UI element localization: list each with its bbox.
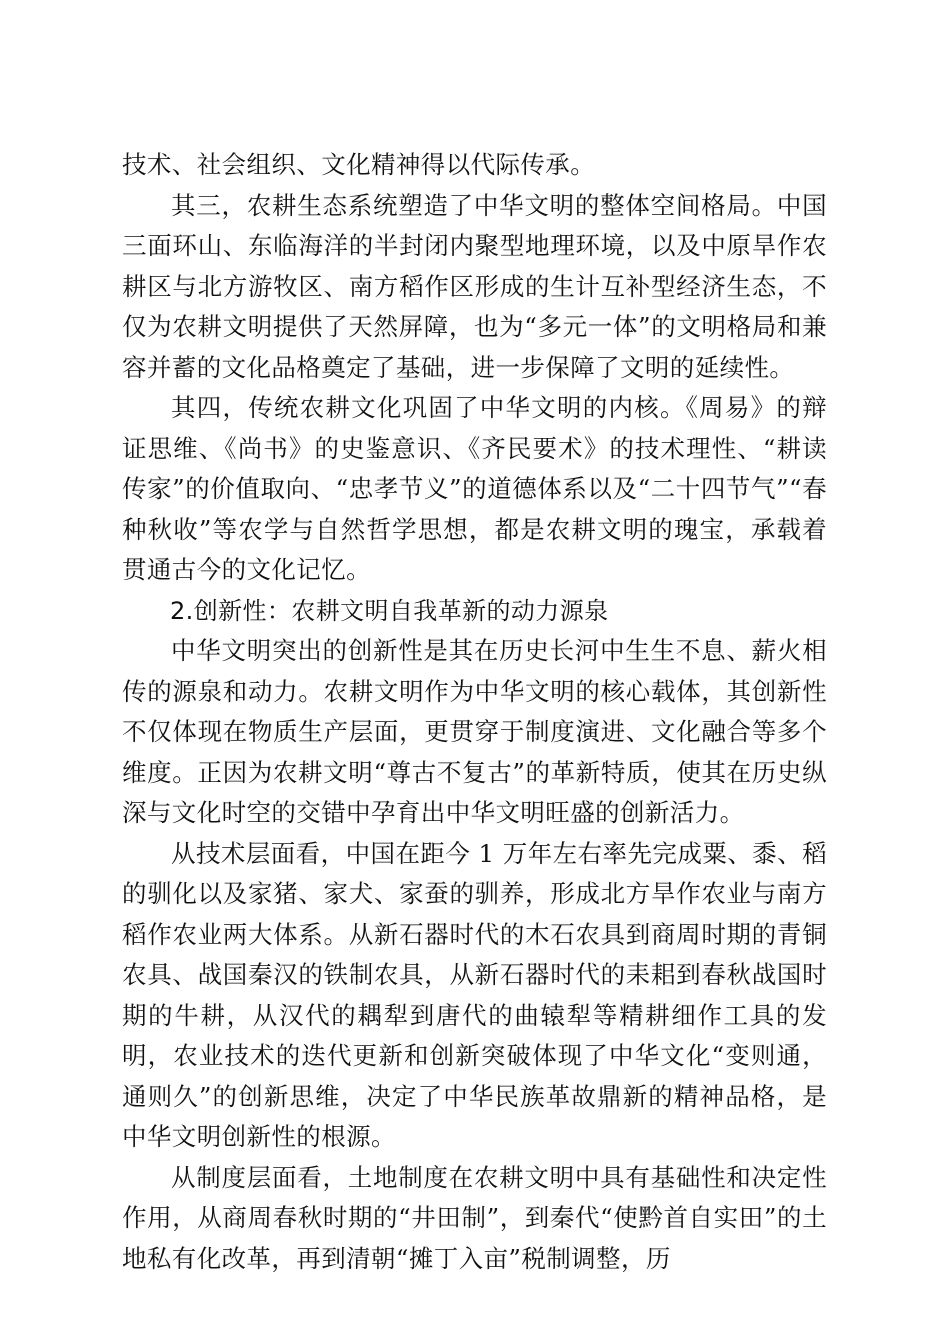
paragraph-institution-level: 从制度层面看，土地制度在农耕文明中具有基础性和决定性作用，从商周春秋时期的“井田制”，到秦代“使黔首自实田”的土地私有化改革，再到清朝“摊丁入亩”税制调整，历: [122, 1162, 827, 1273]
paragraph-technology-level: 从技术层面看，中国在距今 1 万年左右率先完成粟、黍、稻的驯化以及家猪、家犬、家蚕的驯养，形成北方旱作农业与南方稻作农业两大体系。从新石器时代的木石农具到商周时期的青铜农具、战国秦汉的铁制农具，从新石器时代的耒耜到春秋战国时期的牛耕，从汉代的耦犁到唐代的曲辕犁等精耕细作工具的发明，农业技术的迭代更新和创新突破体现了中华文化“变则通，通则久”的创新思维，决定了中华民族革故鼎新的精神品格，是中华文明创新性的根源。: [122, 838, 827, 1151]
paragraph-innovation-intro: 中华文明突出的创新性是其在历史长河中生生不息、薪火相传的源泉和动力。农耕文明作为中华文明的核心载体，其创新性不仅体现在物质生产层面，更贯穿于制度演进、文化融合等多个维度。正因为农耕文明“尊古不复古”的革新特质，使其在历史纵深与文化时空的交错中孕育出中华文明旺盛的创新活力。: [122, 636, 827, 827]
paragraph-continuation: 技术、社会组织、文化精神得以代际传承。: [122, 150, 596, 179]
paragraph-cultural-core: 其四，传统农耕文化巩固了中华文明的内核。《周易》的辩证思维、《尚书》的史鉴意识、《齐民要术》的技术理性、“耕读传家”的价值取向、“忠孝节义”的道德体系以及“二十四节气”“春种秋收”等农学与自然哲学思想，都是农耕文明的瑰宝，承载着贯通古今的文化记忆。: [122, 393, 827, 584]
document-page: [122, 145, 827, 1279]
paragraph-spatial-pattern: 其三，农耕生态系统塑造了中华文明的整体空间格局。中国三面环山、东临海洋的半封闭内聚型地理环境，以及中原旱作农耕区与北方游牧区、南方稻作区形成的生计互补型经济生态，不仅为农耕文明提供了天然屏障，也为“多元一体”的文明格局和兼容并蓄的文化品格奠定了基础，进一步保障了文明的延续性。: [122, 190, 827, 382]
section-heading-innovation: 2.创新性：农耕文明自我革新的动力源泉: [170, 596, 609, 625]
